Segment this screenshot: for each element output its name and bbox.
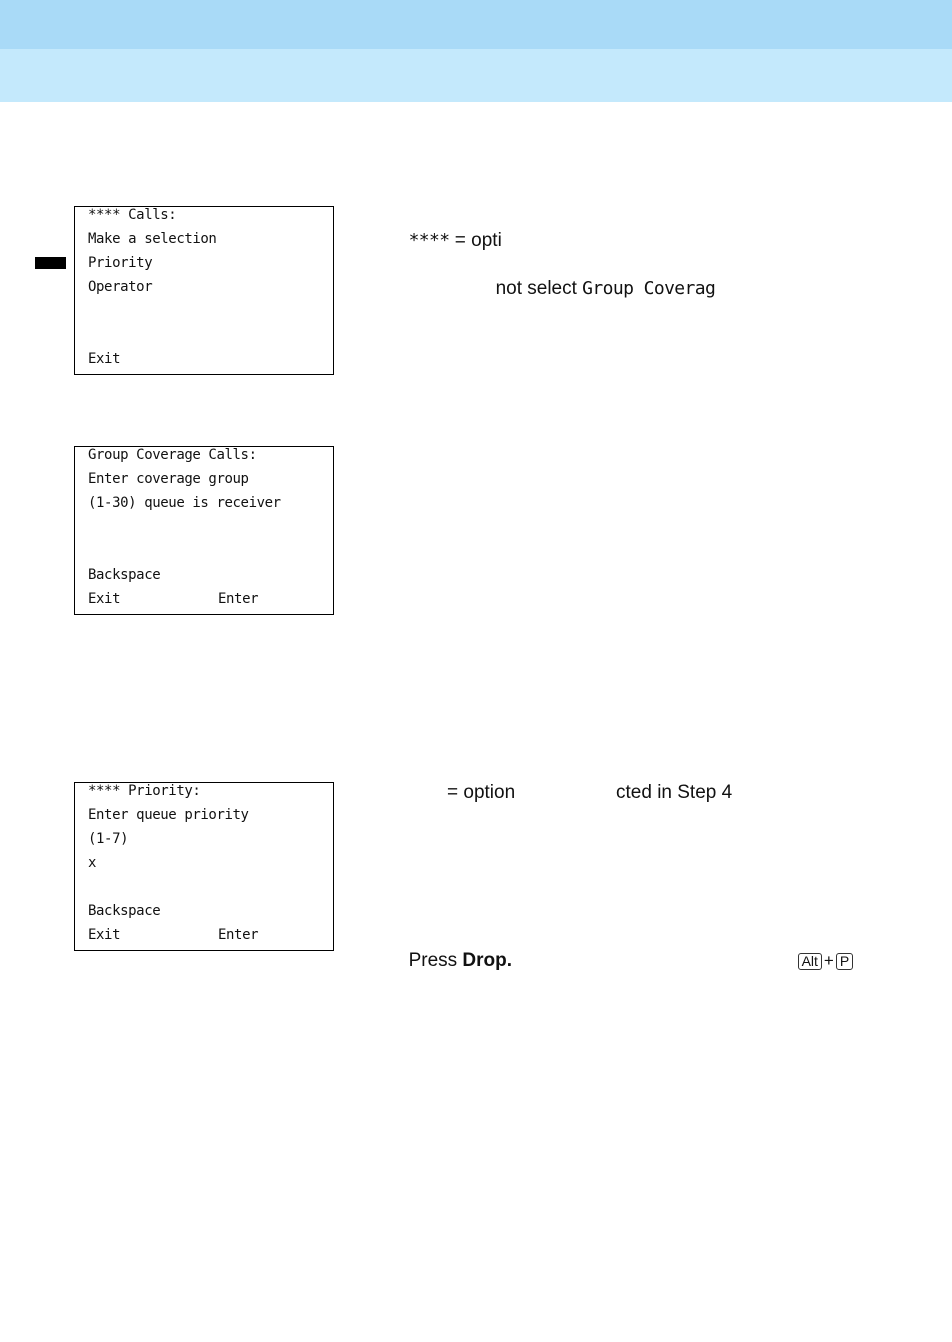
press-text: Press bbox=[408, 950, 463, 971]
p-key: P bbox=[836, 953, 853, 970]
screen-prompt-range: (1-30) queue is receiver bbox=[88, 495, 281, 511]
header-band-bottom bbox=[0, 49, 952, 102]
press-drop-instruction bbox=[398, 925, 512, 973]
key-combination bbox=[787, 925, 853, 973]
option-operator[interactable]: Operator bbox=[88, 279, 153, 295]
exit-option[interactable]: Exit bbox=[88, 591, 121, 607]
backspace-option[interactable]: Backspace bbox=[88, 903, 161, 919]
drop-label: Drop. bbox=[462, 950, 513, 971]
note-text: = opti bbox=[449, 230, 502, 251]
header-band-top bbox=[0, 0, 952, 49]
section-marker bbox=[35, 257, 66, 269]
note-mono: Group Coverag bbox=[582, 278, 716, 299]
screen-title: **** Calls: bbox=[88, 207, 177, 223]
display-screen-calls bbox=[74, 206, 334, 375]
note-option-right: cted in Step 4 bbox=[616, 782, 733, 803]
screen-title: **** Priority: bbox=[88, 783, 201, 799]
exit-option[interactable]: Exit bbox=[88, 351, 121, 367]
screen-prompt: Enter coverage group bbox=[88, 471, 249, 487]
input-value[interactable]: x bbox=[88, 855, 97, 871]
note-stars: **** bbox=[408, 230, 450, 251]
option-priority[interactable]: Priority bbox=[88, 255, 153, 271]
screen-prompt: Enter queue priority bbox=[88, 807, 249, 823]
screen-prompt: Make a selection bbox=[88, 231, 217, 247]
enter-option[interactable]: Enter bbox=[218, 927, 259, 943]
display-screen-priority bbox=[74, 782, 334, 951]
alt-key: Alt bbox=[798, 953, 822, 970]
backspace-option[interactable]: Backspace bbox=[88, 567, 161, 583]
display-screen-group-coverage bbox=[74, 446, 334, 615]
exit-option[interactable]: Exit bbox=[88, 927, 121, 943]
note-option-left: = option bbox=[447, 782, 516, 803]
enter-option[interactable]: Enter bbox=[218, 591, 259, 607]
screen-title: Group Coverage Calls: bbox=[88, 447, 257, 463]
plus-sign: + bbox=[823, 951, 834, 970]
note-text: not select bbox=[495, 278, 583, 299]
note-group-coverage bbox=[485, 253, 715, 301]
note-option-1 bbox=[398, 205, 502, 253]
screen-prompt-range: (1-7) bbox=[88, 831, 129, 847]
